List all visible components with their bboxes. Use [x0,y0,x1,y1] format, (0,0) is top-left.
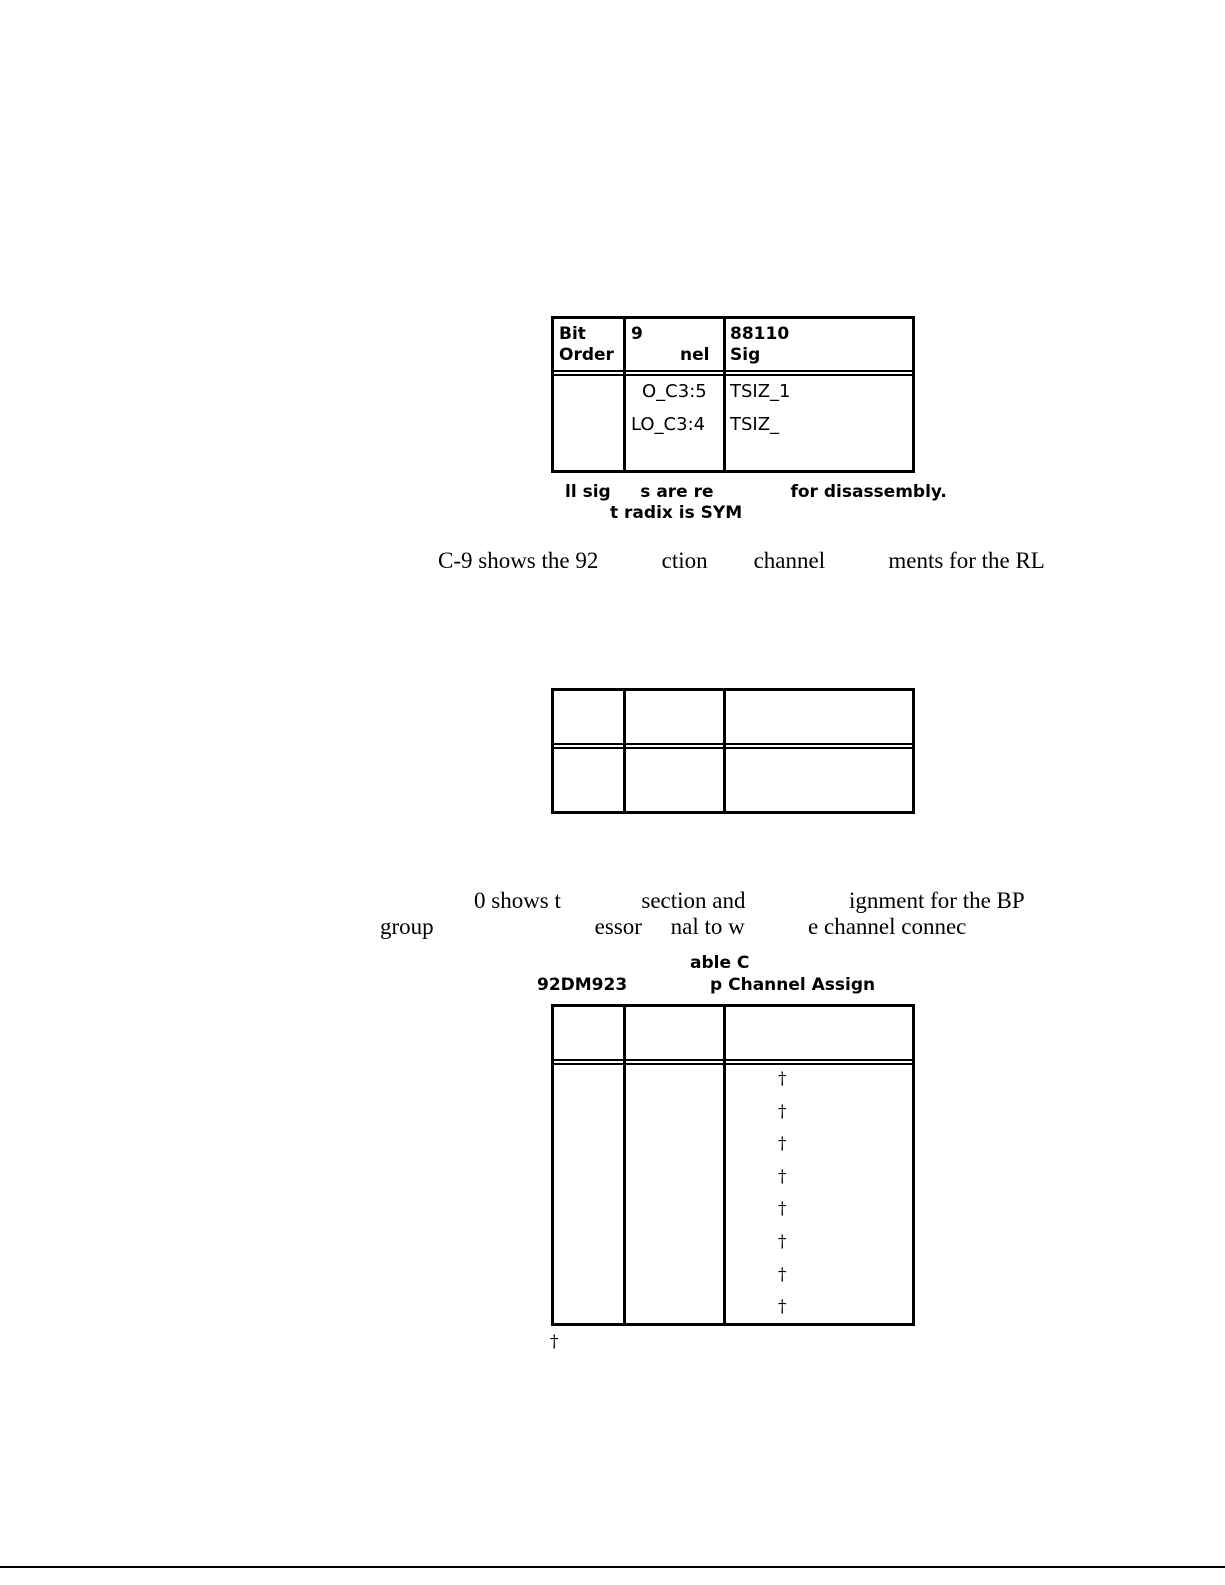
table-column-divider [623,1007,626,1323]
body-paragraph: C-9 shows the 92 ction channel ments for the RL [438,548,1045,573]
table-bp-channel-assignment [551,1004,915,1326]
header-channel-line1: 9 [631,324,643,344]
body-paragraph-line1: 0 shows t section and ignment for the BP [474,888,1025,913]
table-cell-channel: O_C3:5 [642,381,707,402]
header-separator [554,747,912,749]
header-signal-line2: Sig [730,345,761,365]
table-cell-channel: LO_C3:4 [631,414,706,435]
table-rl-channel-assignment [551,688,915,814]
table-cell-dagger: † [778,1101,787,1122]
header-signal-line1: 88110 [730,324,790,344]
footnote-dagger: † [550,1332,559,1352]
table-column-divider [623,691,626,811]
header-separator [554,743,912,745]
table-cell-dagger: † [778,1166,787,1187]
table-column-divider [723,319,726,470]
table-cell-dagger: † [778,1069,787,1089]
header-separator [554,1063,912,1065]
table-note: t radix is SYM [610,503,743,523]
body-paragraph-line2: group essor nal to w e channel connec [380,914,967,939]
table-cell-signal: TSIZ_1 [730,381,791,402]
header-channel-line2: nel [680,345,710,365]
table-cell-dagger: † [778,1199,787,1220]
header-separator [554,1059,912,1061]
page-footer-rule [0,1566,1225,1568]
table-tsiz-channel-assignment [551,316,915,473]
table-column-divider [723,1007,726,1323]
table-caption-title: 92DM923 p Channel Assign [537,975,876,995]
table-cell-dagger: † [778,1297,787,1318]
header-separator [554,374,912,376]
table-note: ll sig s are re for disassembly. [565,482,947,502]
header-order: Order [559,345,614,365]
table-column-divider [623,319,626,470]
table-cell-dagger: † [778,1232,787,1252]
header-separator [554,370,912,372]
table-column-divider [723,691,726,811]
table-cell-dagger: † [778,1134,787,1155]
header-bit: Bit [559,324,586,344]
table-cell-signal: TSIZ_ [730,414,780,435]
table-cell-dagger: † [778,1264,787,1285]
table-caption-number: able C [690,953,750,973]
